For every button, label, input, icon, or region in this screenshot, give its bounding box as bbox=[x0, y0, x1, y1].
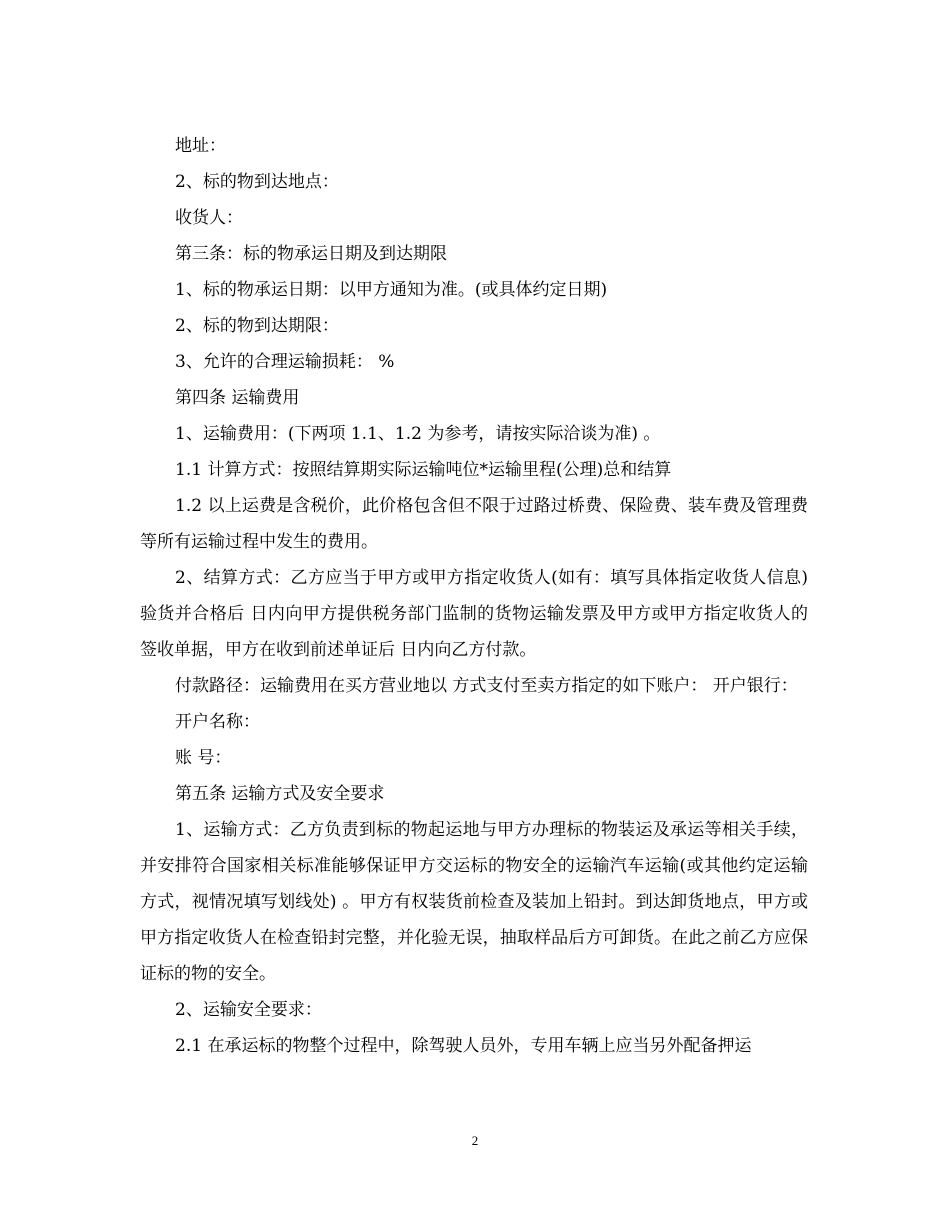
paragraph-consignee: 收货人： bbox=[175, 208, 243, 228]
paragraph-payment-route: 付款路径：运输费用在买方营业地以 方式支付至卖方指定的如下账户： 开户银行： bbox=[175, 676, 798, 696]
paragraph-tax-inclusive: 1.2 以上运费是含税价，此价格包含但不限于过路过桥费、保险费、装车费及管理费等所有运输过程中发生的费用。 bbox=[140, 496, 808, 552]
paragraph-arrival-deadline: 2、标的物到达期限： bbox=[175, 316, 339, 336]
paragraph-address: 地址： bbox=[175, 136, 226, 156]
paragraph-escort-requirement: 2.1 在承运标的物整个过程中，除驾驶人员外，专用车辆上应当另外配备押运 bbox=[175, 1036, 752, 1056]
paragraph-transport-method: 1、运输方式：乙方负责到标的物起运地与甲方办理标的物装运及承运等相关手续，并安排符合国家相关标准能够保证甲方交运标的物安全的运输汽车运输(或其他约定运输方式，视情况填写划线处) 。甲方有权装货前检查及装加上铅封。到达卸货地点，甲方或甲方指定收货人在检查铅封完整，并化验无误，抽取样品后方可卸货。在此之前乙方应保证标的物的安全。 bbox=[140, 820, 808, 984]
document-body bbox=[140, 128, 808, 1064]
section-heading-article-3: 第三条：标的物承运日期及到达期限 bbox=[175, 244, 447, 264]
paragraph-destination: 2、标的物到达地点： bbox=[175, 172, 339, 192]
paragraph-account-number: 账 号： bbox=[175, 748, 232, 768]
section-heading-article-5: 第五条 运输方式及安全要求 bbox=[175, 784, 385, 804]
paragraph-transport-fee: 1、运输费用：(下两项 1.1、1.2 为参考，请按实际洽谈为准) 。 bbox=[175, 424, 661, 444]
paragraph-allowed-loss: 3、允许的合理运输损耗： % bbox=[175, 352, 395, 372]
paragraph-calculation-method: 1.1 计算方式：按照结算期实际运输吨位*运输里程(公理)总和结算 bbox=[175, 460, 672, 480]
section-heading-article-4: 第四条 运输费用 bbox=[175, 388, 300, 408]
paragraph-settlement: 2、结算方式：乙方应当于甲方或甲方指定收货人(如有：填写具体指定收货人信息) 验货并合格后 日内向甲方提供税务部门监制的货物运输发票及甲方或甲方指定收货人的签收单据，甲方在收到前述单证后 日内向乙方付款。 bbox=[140, 568, 808, 660]
paragraph-shipment-date: 1、标的物承运日期：以甲方通知为准。(或具体约定日期) bbox=[175, 280, 608, 300]
paragraph-account-name: 开户名称： bbox=[175, 712, 260, 732]
paragraph-safety-requirements: 2、运输安全要求： bbox=[175, 1000, 322, 1020]
page-number: 2 bbox=[471, 1133, 479, 1148]
